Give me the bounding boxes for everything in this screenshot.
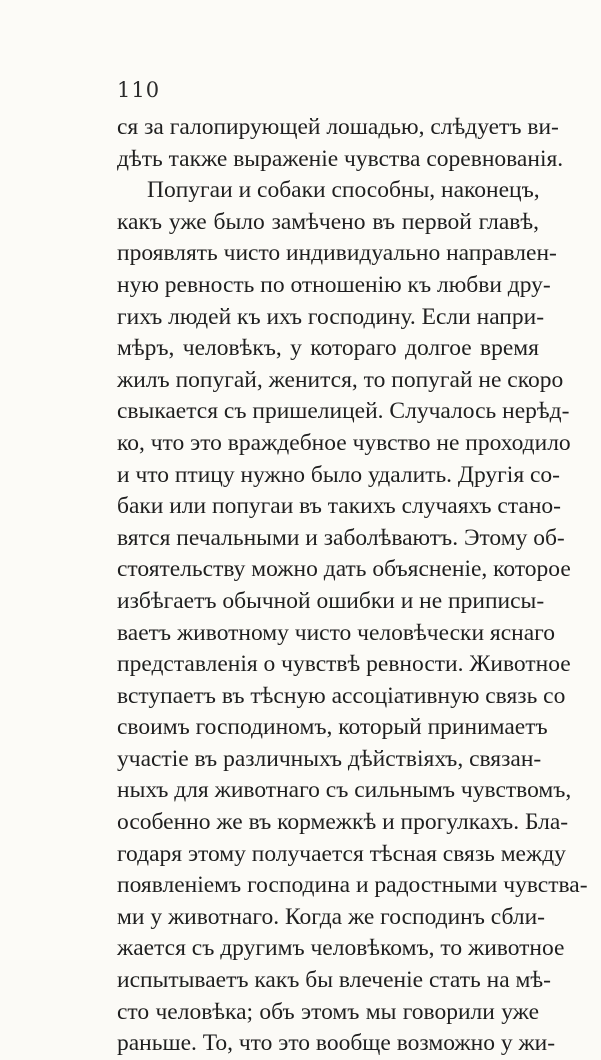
text-line: сто человѣка; объ этомъ мы говорили уже bbox=[117, 998, 539, 1025]
text-line: ную ревность по отношенію къ любви дру- bbox=[117, 271, 551, 298]
text-line: проявлять чисто индивидуально направлен- bbox=[117, 240, 557, 267]
text-line: ныхъ для животнаго съ сильнымъ чувствомъ, bbox=[117, 777, 572, 804]
text-line: ся за галопирующей лошадью, слѣдуетъ ви- bbox=[117, 114, 559, 140]
text-line: ко, что это враждебное чувство не проходило bbox=[117, 429, 571, 456]
text-line: вступаетъ въ тѣсную ассоціативную связь со bbox=[117, 682, 566, 709]
text-line: и что птицу нужно было удалить. Другія со- bbox=[117, 461, 561, 488]
text-line: жается съ другимъ человѣкомъ, то животное bbox=[117, 935, 565, 962]
text-line: ваетъ животному чисто человѣчески яснаго bbox=[117, 619, 555, 646]
text-line: раньше. То, что это вообще возможно у жи- bbox=[117, 1030, 556, 1057]
text-line: ми у животнаго. Когда же господинъ сбли- bbox=[117, 903, 546, 930]
text-line: гихъ людей къ ихъ господину. Если напри- bbox=[117, 303, 545, 330]
page-number: 110 bbox=[117, 78, 161, 102]
text-line: мѣръ, человѣкъ, у котораго долгое время bbox=[117, 335, 539, 362]
body-text bbox=[117, 112, 588, 1060]
text-line: появленіемъ господина и радостными чувства- bbox=[117, 872, 588, 899]
text-line: свыкается съ пришелицей. Случалось нерѣд- bbox=[117, 398, 570, 425]
text-line: стоятельству можно дать объясненіе, которое bbox=[117, 556, 571, 583]
text-line: вятся печальными и заболѣваютъ. Этому об- bbox=[117, 524, 565, 551]
text-line: избѣгаетъ обычной ошибки и не приписы- bbox=[117, 587, 545, 614]
text-line: представленія о чувствѣ ревности. Животное bbox=[117, 651, 571, 678]
text-line: Попугаи и собаки способны, наконецъ, bbox=[147, 177, 540, 204]
text-line: баки или попугаи въ такихъ случаяхъ стано- bbox=[117, 493, 561, 520]
text-line: какъ уже было замѣчено въ первой главѣ, bbox=[117, 208, 539, 235]
text-line: своимъ господиномъ, который принимаетъ bbox=[117, 714, 548, 741]
text-line: особенно же въ кормежкѣ и прогулкахъ. Бла- bbox=[117, 809, 569, 836]
text-line: испытываетъ какъ бы влеченіе стать на мѣ- bbox=[117, 967, 551, 994]
text-line: дѣть также выраженіе чувства соревнованія. bbox=[117, 145, 564, 172]
text-line: участіе въ различныхъ дѣйствіяхъ, связан- bbox=[117, 745, 542, 772]
text-line: жилъ попугай, женится, то попугай не скоро bbox=[117, 366, 564, 393]
text-line: годаря этому получается тѣсная связь между bbox=[117, 840, 566, 867]
